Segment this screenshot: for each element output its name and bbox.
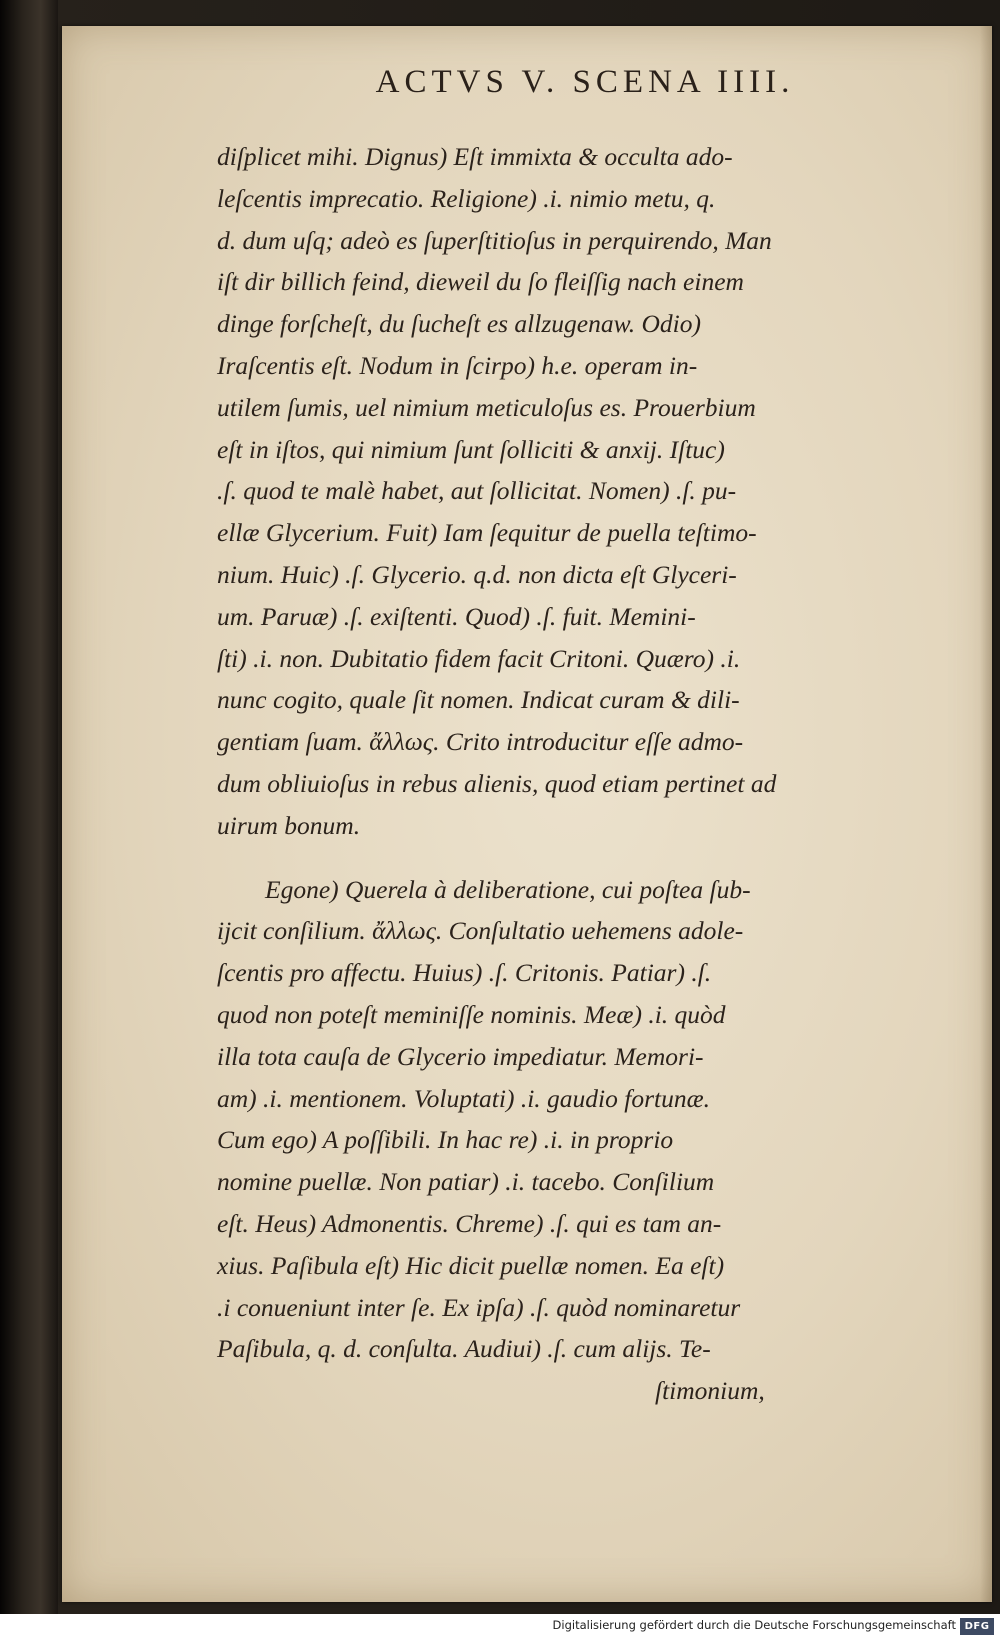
text-line: eſt. Heus) Admonentis. Chreme) .ſ. qui es tam an- (217, 1208, 722, 1238)
text-line: .ſ. quod te malè habet, aut ſollicitat. Nomen) .ſ. pu- (217, 476, 737, 506)
commentary-text (217, 136, 877, 1412)
text-line: illa tota cauſa de Glycerio impediatur. Memori- (217, 1041, 704, 1071)
page-edge-shadow (980, 26, 992, 1602)
text-line: xius. Paſibula eſt) Hic dicit puellæ nomen. Ea eſt) (217, 1250, 725, 1280)
text-line: ſti) .i. non. Dubitatio fidem facit Critoni. Quæro) .i. (217, 643, 741, 673)
funding-notice: Digitalisierung gefördert durch die Deutsche Forschungsgemeinschaft (552, 1618, 956, 1632)
dfg-logo-icon: DFG (960, 1618, 994, 1635)
paragraph-1 (217, 136, 877, 847)
footer-bar (0, 1614, 1000, 1639)
text-line: utilem ſumis, uel nimium meticuloſus es. Prouerbium (217, 392, 756, 422)
text-line: dinge forſcheſt, du ſucheſt es allzugenaw. Odio) (217, 309, 701, 339)
text-line: iſt dir billich feind, dieweil du ſo fleiſſig nach einem (217, 267, 744, 297)
text-line: dum obliuioſus in rebus alienis, quod etiam pertinet ad (217, 768, 777, 798)
text-line: d. dum uſq; adeò es ſuperſtitioſus in perquirendo, Man (217, 225, 772, 255)
text-line: uirum bonum. (217, 810, 361, 840)
paragraph-gap (217, 847, 877, 869)
book-binding (0, 0, 58, 1639)
text-line: Paſibula, q. d. conſulta. Audiui) .ſ. cum alijs. Te- (217, 1334, 711, 1364)
text-line: Cum ego) A poſſibili. In hac re) .i. in proprio (217, 1125, 674, 1155)
text-line: Egone) Querela à deliberatione, cui poſtea ſub- (265, 874, 751, 904)
text-line: eſt in iſtos, qui nimium ſunt ſolliciti & anxij. Iſtuc) (217, 434, 725, 464)
text-line: ijcit conſilium. ἄλλως. Conſultatio uehemens adole- (217, 916, 744, 946)
text-line: .i conueniunt inter ſe. Ex ipſa) .ſ. quòd nominaretur (217, 1292, 741, 1322)
text-line: diſplicet mihi. Dignus) Eſt immixta & occulta ado- (217, 142, 733, 171)
running-header: ACTVS V. SCENA IIII. (375, 64, 795, 100)
text-line: nomine puellæ. Non patiar) .i. tacebo. Conſilium (217, 1167, 715, 1197)
text-line: quod non poteſt meminiſſe nominis. Meæ) .i. quòd (217, 999, 726, 1029)
text-line: nunc cogito, quale ſit nomen. Indicat curam & dili- (217, 685, 740, 715)
text-line: gentiam ſuam. ἄλλως. Crito introducitur eſſe admo- (217, 727, 744, 757)
text-line: ellæ Glycerium. Fuit) Iam ſequitur de puella teſtimo- (217, 518, 757, 548)
paragraph-2 (217, 869, 877, 1412)
text-line: leſcentis imprecatio. Religione) .i. nimio metu, q. (217, 183, 716, 213)
text-line: um. Paruæ) .ſ. exiſtenti. Quod) .ſ. fuit. Memini- (217, 601, 696, 631)
text-line: am) .i. mentionem. Voluptati) .i. gaudio fortunæ. (217, 1083, 710, 1113)
text-line: ſcentis pro affectu. Huius) .ſ. Critonis. Patiar) .ſ. (217, 958, 712, 988)
text-line: nium. Huic) .ſ. Glycerio. q.d. non dicta eſt Glyceri- (217, 559, 737, 589)
text-line: Iraſcentis eſt. Nodum in ſcirpo) h.e. operam in- (217, 350, 698, 380)
text-line: ſtimonium, (655, 1376, 765, 1406)
